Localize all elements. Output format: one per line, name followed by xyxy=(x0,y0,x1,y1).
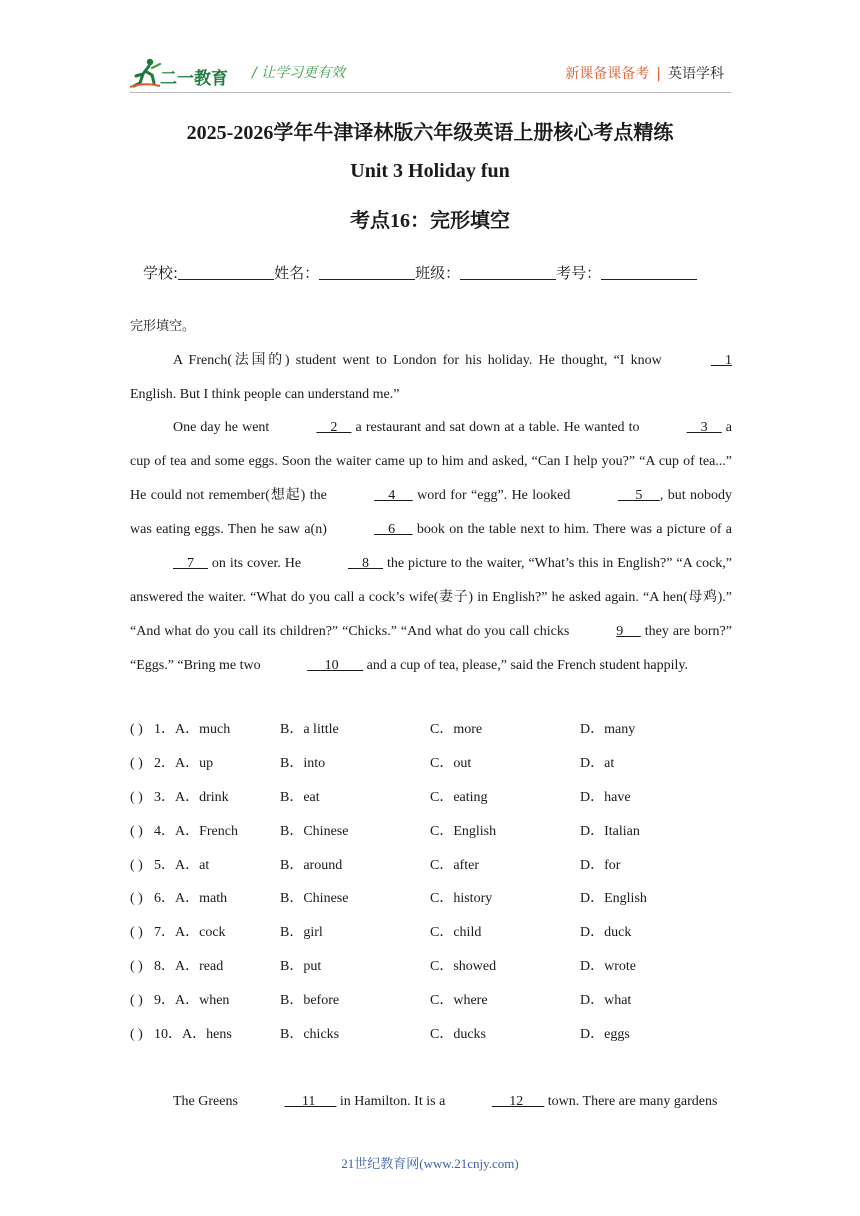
option-d: D．what xyxy=(580,993,632,1009)
option-b: B．put xyxy=(280,959,322,975)
answer-paren[interactable]: ( ) xyxy=(130,993,143,1009)
option-d: D．eggs xyxy=(580,1027,630,1043)
question-row xyxy=(130,747,732,781)
page-header xyxy=(130,52,730,92)
school-label: 学校: xyxy=(143,264,179,282)
option-d: D．wrote xyxy=(580,959,636,975)
option-d: D．duck xyxy=(580,925,632,941)
option-b: B．Chinese xyxy=(280,891,349,907)
option-d: D．at xyxy=(580,755,615,771)
header-divider xyxy=(130,92,731,93)
header-tag-subject: 英语学科 xyxy=(668,66,724,82)
passage-text: The Greens xyxy=(173,1094,242,1109)
option-a: 8．A．read xyxy=(154,959,224,975)
blank-10: 10 xyxy=(307,658,364,673)
unit-title: Unit 3 Holiday fun xyxy=(350,160,510,182)
option-c: C．history xyxy=(430,891,493,907)
header-right xyxy=(565,63,724,83)
passage-2-paragraph xyxy=(130,1085,732,1119)
option-b: B．chicks xyxy=(280,1027,340,1043)
option-c: C．after xyxy=(430,857,479,873)
option-c: C．child xyxy=(430,925,482,941)
answer-paren[interactable]: ( ) xyxy=(130,823,143,839)
blank-7: 7 xyxy=(173,556,208,571)
slogan: / 让学习更有效 xyxy=(252,65,346,81)
passage-text: A French(法国的) student went to London for his holiday. He thought, “I know xyxy=(173,353,668,368)
option-d: D．Italian xyxy=(580,823,640,839)
passage-text: they are born?” “Eggs.” “Bring me two xyxy=(130,624,732,673)
option-a: 9．A．when xyxy=(154,993,230,1009)
option-a: 7．A．cock xyxy=(154,925,226,941)
passage-paragraph-1 xyxy=(130,344,732,412)
name-label: 姓名： xyxy=(274,264,320,282)
option-c: C．ducks xyxy=(430,1027,486,1043)
number-label: 考号： xyxy=(556,264,602,282)
number-field[interactable] xyxy=(601,266,697,280)
passage-text: a cup of tea and some eggs. Soon the waiter came up to him and asked, “Can I help you?” “A cup of tea...” He could not remember(想起) the xyxy=(130,420,732,503)
passage-text: One day he went xyxy=(173,420,274,435)
name-field[interactable] xyxy=(319,266,415,280)
question-row xyxy=(130,781,732,815)
option-b: B．before xyxy=(280,993,340,1009)
class-label: 班级： xyxy=(415,264,461,282)
passage-text: English. But I think people can understand me.” xyxy=(130,387,400,402)
option-a: 2．A．up xyxy=(154,755,214,771)
question-options xyxy=(130,713,732,1052)
question-row xyxy=(130,713,732,747)
option-b: B．girl xyxy=(280,925,323,941)
answer-paren[interactable]: ( ) xyxy=(130,722,143,737)
blank-3: 3 xyxy=(686,420,722,435)
option-a: 6．A．math xyxy=(154,891,228,907)
header-tag-prep: 新课备课备考 xyxy=(565,66,650,82)
option-a: 1．A．much xyxy=(154,722,231,737)
passage-text: and a cup of tea, please,” said the French student happily. xyxy=(363,658,689,673)
option-c: C．out xyxy=(430,755,472,771)
answer-paren[interactable]: ( ) xyxy=(130,959,143,975)
option-b: B．into xyxy=(280,755,326,771)
blank-9: 9 xyxy=(616,624,641,639)
blank-1: 1 xyxy=(711,353,732,368)
option-a: 3．A．drink xyxy=(154,789,229,805)
option-b: B．a little xyxy=(280,722,339,737)
answer-paren[interactable]: ( ) xyxy=(130,925,143,941)
option-d: D．many xyxy=(580,722,636,737)
page-title: 2025-2026学年牛津译林版六年级英语上册核心考点精练 xyxy=(186,122,674,144)
question-row xyxy=(130,849,732,883)
answer-paren[interactable]: ( ) xyxy=(130,857,143,873)
instruction: 完形填空。 xyxy=(130,319,196,334)
page-footer: 21世纪教育网(www.21cnjy.com) xyxy=(341,1156,519,1171)
question-row xyxy=(130,916,732,950)
blank-11: 11 xyxy=(284,1094,337,1109)
option-a: 10．A．hens xyxy=(154,1027,232,1043)
blank-8: 8 xyxy=(348,556,384,571)
passage-text: the picture to the waiter, “What’s this in English?” “A cock,” answered the waiter. “What do you call a cock’s wife(妻子) in English?” he asked again. “A hen(母鸡).” “And what do you call its children?” “Chicks.” “And what do you call chicks xyxy=(130,556,732,639)
question-row xyxy=(130,984,732,1018)
passage-text: book on the table next to him. There was a picture of a xyxy=(412,522,733,537)
option-b: B．Chinese xyxy=(280,823,349,839)
passage-text: word for “egg”. He looked xyxy=(412,488,575,503)
option-a: 4．A．French xyxy=(154,823,238,839)
answer-paren[interactable]: ( ) xyxy=(130,755,143,771)
option-d: D．English xyxy=(580,891,647,907)
topic-title: 考点16：完形填空 xyxy=(350,210,510,232)
passage-text: , but nobody was eating eggs. Then he saw a(n) xyxy=(130,488,733,537)
option-d: D．have xyxy=(580,789,631,805)
passage-text: a restaurant and sat down at a table. He wanted to xyxy=(351,420,644,435)
question-row xyxy=(130,950,732,984)
passage-paragraph-2 xyxy=(130,411,732,683)
option-b: B．around xyxy=(280,857,343,873)
question-row xyxy=(130,815,732,849)
option-c: C．more xyxy=(430,722,483,737)
blank-4: 4 xyxy=(374,488,413,503)
option-d: D．for xyxy=(580,857,621,873)
logo xyxy=(130,56,242,90)
answer-paren[interactable]: ( ) xyxy=(130,1027,143,1043)
option-b: B．eat xyxy=(280,789,320,805)
passage-text: in Hamilton. It is a xyxy=(336,1094,449,1109)
option-c: C．showed xyxy=(430,959,497,975)
blank-5: 5 xyxy=(617,488,660,503)
student-info xyxy=(143,262,697,283)
runner-icon xyxy=(130,56,164,90)
blank-2: 2 xyxy=(316,420,352,435)
question-row xyxy=(130,1018,732,1052)
class-field[interactable] xyxy=(460,266,556,280)
answer-paren[interactable]: ( ) xyxy=(130,789,143,805)
header-separator: | xyxy=(656,66,661,82)
option-c: C．English xyxy=(430,823,497,839)
blank-12: 12 xyxy=(491,1094,545,1109)
option-a: 5．A．at xyxy=(154,857,210,873)
passage-text: on its cover. He xyxy=(208,556,306,571)
option-c: C．where xyxy=(430,993,488,1009)
school-field[interactable] xyxy=(178,266,274,280)
logo-text: 二一教育 xyxy=(160,69,228,89)
question-row xyxy=(130,882,732,916)
option-c: C．eating xyxy=(430,789,488,805)
blank-6: 6 xyxy=(374,522,413,537)
answer-paren[interactable]: ( ) xyxy=(130,891,143,907)
passage-text: town. There are many gardens xyxy=(544,1094,718,1109)
